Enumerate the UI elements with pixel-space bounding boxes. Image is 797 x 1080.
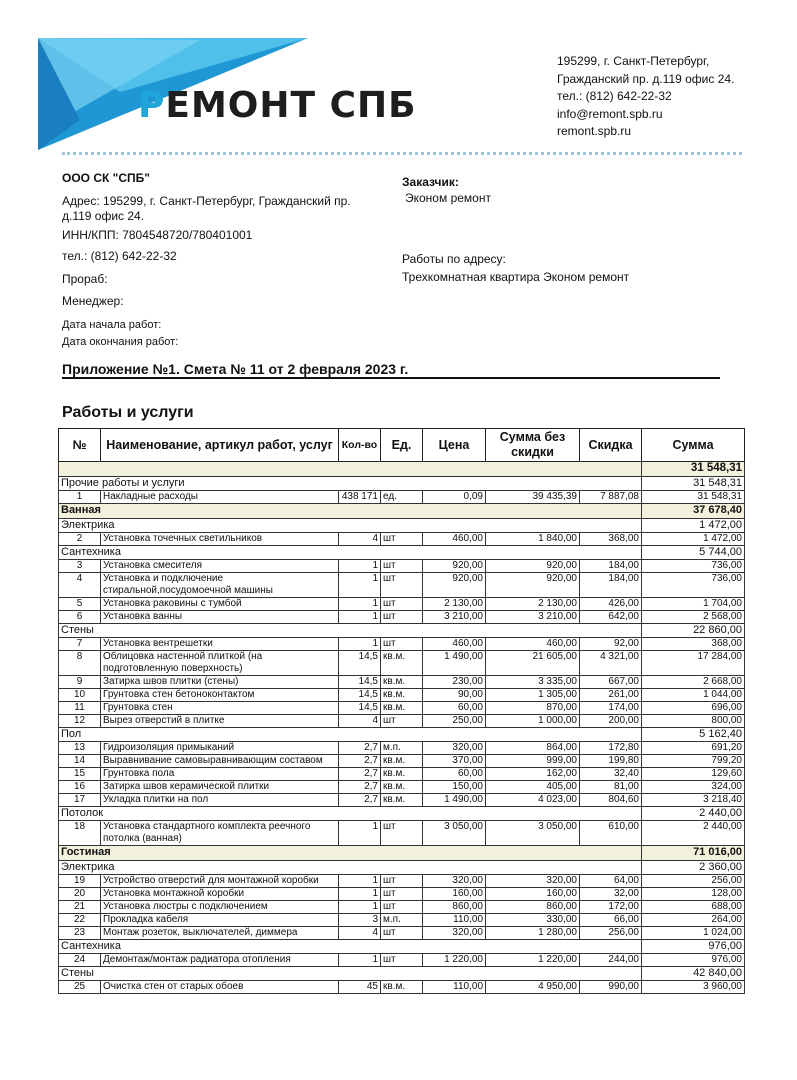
company-contacts — [557, 53, 734, 141]
cell-discount: 66,00 — [580, 914, 642, 927]
section-total: 22 860,00 — [642, 624, 745, 638]
cell-work-name: Очистка стен от старых обоев — [101, 981, 339, 994]
foreman-label: Прораб: — [62, 272, 108, 286]
col-header-sum: Сумма — [642, 429, 745, 462]
cell-unit: шт — [381, 954, 423, 967]
cell-discount: 32,00 — [580, 888, 642, 901]
cell-unit: кв.м. — [381, 689, 423, 702]
cell-unit: кв.м. — [381, 755, 423, 768]
cell-sum: 128,00 — [642, 888, 745, 901]
cell-row-number: 19 — [59, 875, 101, 888]
cell-unit: кв.м. — [381, 981, 423, 994]
cell-discount: 261,00 — [580, 689, 642, 702]
cell-price: 2 130,00 — [423, 598, 486, 611]
cell-quantity: 14,5 — [339, 702, 381, 715]
table-row — [59, 927, 745, 940]
cell-price: 160,00 — [423, 888, 486, 901]
cell-sum-no-discount: 2 130,00 — [486, 598, 580, 611]
work-address-label: Работы по адресу: — [402, 252, 506, 266]
cell-sum: 799,20 — [642, 755, 745, 768]
cell-row-number: 8 — [59, 651, 101, 676]
cell-sum-no-discount: 160,00 — [486, 888, 580, 901]
cell-work-name: Установка люстры с подключением — [101, 901, 339, 914]
cell-work-name: Установка вентрешетки — [101, 638, 339, 651]
cell-unit: шт — [381, 611, 423, 624]
cell-unit: шт — [381, 573, 423, 598]
cell-price: 60,00 — [423, 768, 486, 781]
section-name: Электрика — [59, 519, 642, 533]
cell-price: 250,00 — [423, 715, 486, 728]
cell-work-name: Установка монтажной коробки — [101, 888, 339, 901]
cell-sum-no-discount: 920,00 — [486, 560, 580, 573]
cell-discount: 199,80 — [580, 755, 642, 768]
cell-sum: 2 568,00 — [642, 611, 745, 624]
cell-row-number: 17 — [59, 794, 101, 807]
cell-discount: 184,00 — [580, 560, 642, 573]
cell-sum-no-discount: 999,00 — [486, 755, 580, 768]
table-row — [59, 676, 745, 689]
cell-discount: 368,00 — [580, 533, 642, 546]
section-name: Потолок — [59, 807, 642, 821]
cell-price: 60,00 — [423, 702, 486, 715]
contact-line: info@remont.spb.ru — [557, 106, 663, 121]
col-header-number: № — [59, 429, 101, 462]
cell-discount: 174,00 — [580, 702, 642, 715]
cell-unit: кв.м. — [381, 781, 423, 794]
section-title: Работы и услуги — [62, 404, 194, 421]
cell-quantity: 4 — [339, 715, 381, 728]
cell-row-number: 16 — [59, 781, 101, 794]
cell-discount: 610,00 — [580, 821, 642, 846]
category-row — [59, 519, 745, 533]
cell-sum: 264,00 — [642, 914, 745, 927]
cell-row-number: 14 — [59, 755, 101, 768]
cell-sum-no-discount: 3 210,00 — [486, 611, 580, 624]
cell-discount: 172,80 — [580, 742, 642, 755]
cell-work-name: Вырез отверстий в плитке — [101, 715, 339, 728]
cell-unit: шт — [381, 888, 423, 901]
section-name: Прочие работы и услуги — [59, 477, 642, 491]
cell-quantity: 1 — [339, 954, 381, 967]
cell-quantity: 1 — [339, 560, 381, 573]
cell-sum-no-discount: 162,00 — [486, 768, 580, 781]
cell-row-number: 24 — [59, 954, 101, 967]
cell-unit: кв.м. — [381, 794, 423, 807]
cell-row-number: 11 — [59, 702, 101, 715]
cell-unit: кв.м. — [381, 768, 423, 781]
cell-work-name: Грунтовка пола — [101, 768, 339, 781]
table-row — [59, 742, 745, 755]
cell-row-number: 21 — [59, 901, 101, 914]
cell-work-name: Установка стандартного комплекта реечного потолка (ванная) — [101, 821, 339, 846]
cell-sum-no-discount: 920,00 — [486, 573, 580, 598]
cell-row-number: 25 — [59, 981, 101, 994]
cell-sum-no-discount: 3 335,00 — [486, 676, 580, 689]
cell-work-name: Грунтовка стен — [101, 702, 339, 715]
cell-price: 320,00 — [423, 875, 486, 888]
cell-quantity: 2,7 — [339, 768, 381, 781]
section-total: 37 678,40 — [642, 504, 745, 519]
table-row — [59, 560, 745, 573]
cell-row-number: 5 — [59, 598, 101, 611]
cell-work-name: Затирка швов плитки (стены) — [101, 676, 339, 689]
cell-sum: 2 440,00 — [642, 821, 745, 846]
cell-sum: 1 472,00 — [642, 533, 745, 546]
cell-work-name: Гидроизоляция примыканий — [101, 742, 339, 755]
cell-quantity: 1 — [339, 821, 381, 846]
manager-label: Менеджер: — [62, 294, 124, 308]
table-row — [59, 768, 745, 781]
cell-quantity: 4 — [339, 927, 381, 940]
cell-quantity: 14,5 — [339, 676, 381, 689]
category-row — [59, 546, 745, 560]
cell-price: 0,09 — [423, 491, 486, 504]
cell-price: 3 050,00 — [423, 821, 486, 846]
cell-quantity: 1 — [339, 875, 381, 888]
cell-row-number: 9 — [59, 676, 101, 689]
cell-row-number: 22 — [59, 914, 101, 927]
cell-price: 110,00 — [423, 914, 486, 927]
table-row — [59, 573, 745, 598]
table-row — [59, 533, 745, 546]
cell-price: 320,00 — [423, 927, 486, 940]
section-total: 42 840,00 — [642, 967, 745, 981]
table-row — [59, 715, 745, 728]
cell-quantity: 1 — [339, 638, 381, 651]
category-row — [59, 624, 745, 638]
cell-quantity: 45 — [339, 981, 381, 994]
cell-work-name: Установка раковины с тумбой — [101, 598, 339, 611]
table-row — [59, 651, 745, 676]
company-phone: тел.: (812) 642-22-32 — [62, 249, 177, 263]
section-total: 5 162,40 — [642, 728, 745, 742]
cell-sum: 800,00 — [642, 715, 745, 728]
cell-row-number: 1 — [59, 491, 101, 504]
cell-discount: 642,00 — [580, 611, 642, 624]
cell-sum: 691,20 — [642, 742, 745, 755]
cell-unit: шт — [381, 638, 423, 651]
cell-work-name: Накладные расходы — [101, 491, 339, 504]
document-title: Приложение №1. Смета № 11 от 2 февраля 2023 г. — [62, 361, 409, 377]
cell-sum: 324,00 — [642, 781, 745, 794]
cell-row-number: 20 — [59, 888, 101, 901]
section-name: Электрика — [59, 861, 642, 875]
cell-unit: кв.м. — [381, 702, 423, 715]
section-total: 31 548,31 — [642, 462, 745, 477]
cell-discount: 184,00 — [580, 573, 642, 598]
cell-sum-no-discount: 3 050,00 — [486, 821, 580, 846]
cell-sum: 2 668,00 — [642, 676, 745, 689]
table-body — [59, 462, 745, 994]
cell-discount: 81,00 — [580, 781, 642, 794]
cell-unit: м.п. — [381, 914, 423, 927]
cell-unit: кв.м. — [381, 676, 423, 689]
cell-quantity: 1 — [339, 888, 381, 901]
cell-discount: 7 887,08 — [580, 491, 642, 504]
company-logo: РЕМОНТ СПБ — [138, 85, 417, 126]
cell-price: 860,00 — [423, 901, 486, 914]
cell-price: 1 490,00 — [423, 651, 486, 676]
cell-sum-no-discount: 1 305,00 — [486, 689, 580, 702]
cell-row-number: 10 — [59, 689, 101, 702]
section-name: Сантехника — [59, 940, 642, 954]
cell-unit: шт — [381, 875, 423, 888]
category-row — [59, 861, 745, 875]
cell-sum-no-discount: 320,00 — [486, 875, 580, 888]
section-name: Гостиная — [59, 846, 642, 861]
table-row — [59, 901, 745, 914]
cell-sum-no-discount: 21 605,00 — [486, 651, 580, 676]
section-total: 2 440,00 — [642, 807, 745, 821]
cell-sum: 3 960,00 — [642, 981, 745, 994]
cell-row-number: 13 — [59, 742, 101, 755]
cell-unit: шт — [381, 715, 423, 728]
contact-line: remont.spb.ru — [557, 124, 632, 138]
cell-unit: кв.м. — [381, 651, 423, 676]
cell-discount: 4 321,00 — [580, 651, 642, 676]
section-name: Сантехника — [59, 546, 642, 560]
cell-discount: 426,00 — [580, 598, 642, 611]
cell-row-number: 6 — [59, 611, 101, 624]
contact-line: Гражданский пр. д.119 офис 24. — [557, 71, 735, 86]
customer-name: Эконом ремонт — [405, 191, 491, 205]
section-name: Стены — [59, 624, 642, 638]
cell-work-name: Устройство отверстий для монтажной коробки — [101, 875, 339, 888]
cell-sum-no-discount: 4 950,00 — [486, 981, 580, 994]
col-header-price: Цена — [423, 429, 486, 462]
table-row — [59, 888, 745, 901]
cell-unit: шт — [381, 560, 423, 573]
col-header-qty: Кол-во — [339, 429, 381, 462]
cell-row-number: 2 — [59, 533, 101, 546]
cell-price: 1 220,00 — [423, 954, 486, 967]
section-total: 5 744,00 — [642, 546, 745, 560]
cell-price: 460,00 — [423, 533, 486, 546]
cell-price: 320,00 — [423, 742, 486, 755]
cell-sum-no-discount: 39 435,39 — [486, 491, 580, 504]
company-inn: ИНН/КПП: 7804548720/780401001 — [62, 228, 253, 242]
cell-sum: 256,00 — [642, 875, 745, 888]
table-row — [59, 781, 745, 794]
category-row — [59, 967, 745, 981]
cell-quantity: 1 — [339, 573, 381, 598]
end-date-label: Дата окончания работ: — [62, 336, 179, 348]
cell-discount: 804,60 — [580, 794, 642, 807]
cell-discount: 256,00 — [580, 927, 642, 940]
cell-discount: 667,00 — [580, 676, 642, 689]
cell-sum: 1 044,00 — [642, 689, 745, 702]
section-total: 976,00 — [642, 940, 745, 954]
table-row — [59, 638, 745, 651]
cell-unit: шт — [381, 927, 423, 940]
cell-work-name: Установка смесителя — [101, 560, 339, 573]
section-name — [59, 462, 642, 477]
cell-sum: 17 284,00 — [642, 651, 745, 676]
cell-work-name: Затирка швов керамической плитки — [101, 781, 339, 794]
cell-work-name: Прокладка кабеля — [101, 914, 339, 927]
cell-row-number: 3 — [59, 560, 101, 573]
section-total: 71 016,00 — [642, 846, 745, 861]
estimate-table — [58, 428, 745, 994]
cell-price: 230,00 — [423, 676, 486, 689]
table-row — [59, 875, 745, 888]
company-address: Адрес: 195299, г. Санкт-Петербург, Гражданский пр. д.119 офис 24. — [62, 194, 351, 223]
company-name: ООО СК "СПБ" — [62, 171, 150, 185]
cell-sum: 976,00 — [642, 954, 745, 967]
cell-quantity: 14,5 — [339, 689, 381, 702]
cell-quantity: 14,5 — [339, 651, 381, 676]
cell-sum-no-discount: 860,00 — [486, 901, 580, 914]
logo-graphic — [0, 0, 320, 160]
cell-sum-no-discount: 1 000,00 — [486, 715, 580, 728]
table-row — [59, 914, 745, 927]
cell-discount: 990,00 — [580, 981, 642, 994]
table-row — [59, 821, 745, 846]
grand-total-row — [59, 462, 745, 477]
cell-sum: 736,00 — [642, 560, 745, 573]
cell-sum: 688,00 — [642, 901, 745, 914]
section-name: Пол — [59, 728, 642, 742]
cell-discount: 200,00 — [580, 715, 642, 728]
title-underline — [62, 377, 720, 379]
col-header-unit: Ед. — [381, 429, 423, 462]
cell-sum-no-discount: 405,00 — [486, 781, 580, 794]
table-row — [59, 702, 745, 715]
cell-sum: 736,00 — [642, 573, 745, 598]
cell-discount: 64,00 — [580, 875, 642, 888]
col-header-name: Наименование, артикул работ, услуг — [101, 429, 339, 462]
cell-sum-no-discount: 330,00 — [486, 914, 580, 927]
cell-price: 460,00 — [423, 638, 486, 651]
cell-unit: ед. — [381, 491, 423, 504]
cell-sum: 1 704,00 — [642, 598, 745, 611]
cell-work-name: Облицовка настенной плиткой (на подготовленную поверхность) — [101, 651, 339, 676]
cell-quantity: 4 — [339, 533, 381, 546]
cell-price: 920,00 — [423, 560, 486, 573]
room-section-row — [59, 846, 745, 861]
cell-row-number: 12 — [59, 715, 101, 728]
table-row — [59, 794, 745, 807]
cell-sum-no-discount: 460,00 — [486, 638, 580, 651]
cell-quantity: 2,7 — [339, 781, 381, 794]
work-address: Трехкомнатная квартира Эконом ремонт — [402, 270, 630, 284]
cell-quantity: 3 — [339, 914, 381, 927]
cell-row-number: 18 — [59, 821, 101, 846]
category-row — [59, 477, 745, 491]
cell-work-name: Установка ванны — [101, 611, 339, 624]
cell-row-number: 4 — [59, 573, 101, 598]
cell-price: 920,00 — [423, 573, 486, 598]
cell-sum: 3 218,40 — [642, 794, 745, 807]
cell-unit: шт — [381, 821, 423, 846]
cell-sum: 1 024,00 — [642, 927, 745, 940]
cell-work-name: Монтаж розеток, выключателей, диммера — [101, 927, 339, 940]
cell-sum: 368,00 — [642, 638, 745, 651]
cell-unit: шт — [381, 598, 423, 611]
room-section-row — [59, 504, 745, 519]
section-name: Ванная — [59, 504, 642, 519]
cell-price: 90,00 — [423, 689, 486, 702]
cell-unit: шт — [381, 533, 423, 546]
cell-row-number: 15 — [59, 768, 101, 781]
cell-sum: 696,00 — [642, 702, 745, 715]
cell-work-name: Укладка плитки на пол — [101, 794, 339, 807]
table-row — [59, 981, 745, 994]
cell-discount: 172,00 — [580, 901, 642, 914]
cell-sum: 31 548,31 — [642, 491, 745, 504]
cell-work-name: Установка точечных светильников — [101, 533, 339, 546]
cell-sum-no-discount: 4 023,00 — [486, 794, 580, 807]
cell-unit: шт — [381, 901, 423, 914]
cell-row-number: 7 — [59, 638, 101, 651]
table-row — [59, 954, 745, 967]
cell-sum: 129,60 — [642, 768, 745, 781]
cell-sum-no-discount: 1 840,00 — [486, 533, 580, 546]
cell-row-number: 23 — [59, 927, 101, 940]
cell-quantity: 1 — [339, 598, 381, 611]
table-row — [59, 611, 745, 624]
category-row — [59, 807, 745, 821]
cell-work-name: Демонтаж/монтаж радиатора отопления — [101, 954, 339, 967]
section-total: 1 472,00 — [642, 519, 745, 533]
category-row — [59, 940, 745, 954]
cell-price: 150,00 — [423, 781, 486, 794]
contact-line: тел.: (812) 642-22-32 — [557, 89, 672, 103]
cell-sum-no-discount: 864,00 — [486, 742, 580, 755]
table-row — [59, 755, 745, 768]
cell-discount: 244,00 — [580, 954, 642, 967]
category-row — [59, 728, 745, 742]
cell-price: 370,00 — [423, 755, 486, 768]
table-row — [59, 491, 745, 504]
start-date-label: Дата начала работ: — [62, 319, 162, 331]
cell-sum-no-discount: 1 220,00 — [486, 954, 580, 967]
section-total: 31 548,31 — [642, 477, 745, 491]
header-divider — [62, 152, 742, 155]
cell-work-name: Установка и подключение стиральной,посудомоечной машины — [101, 573, 339, 598]
col-header-discount: Скидка — [580, 429, 642, 462]
cell-price: 3 210,00 — [423, 611, 486, 624]
col-header-sum-no-discount: Сумма без скидки — [486, 429, 580, 462]
section-total: 2 360,00 — [642, 861, 745, 875]
customer-label: Заказчик: — [402, 175, 459, 189]
cell-work-name: Выравнивание самовыравнивающим составом — [101, 755, 339, 768]
section-name: Стены — [59, 967, 642, 981]
table-row — [59, 598, 745, 611]
table-header-row — [59, 429, 745, 462]
cell-quantity: 1 — [339, 901, 381, 914]
cell-unit: м.п. — [381, 742, 423, 755]
table-row — [59, 689, 745, 702]
cell-sum-no-discount: 870,00 — [486, 702, 580, 715]
contact-line: 195299, г. Санкт-Петербург, — [557, 54, 710, 68]
cell-quantity: 2,7 — [339, 742, 381, 755]
cell-discount: 32,40 — [580, 768, 642, 781]
cell-discount: 92,00 — [580, 638, 642, 651]
cell-price: 1 490,00 — [423, 794, 486, 807]
cell-quantity: 2,7 — [339, 794, 381, 807]
cell-quantity: 438 171 — [339, 491, 381, 504]
cell-price: 110,00 — [423, 981, 486, 994]
cell-quantity: 1 — [339, 611, 381, 624]
cell-work-name: Грунтовка стен бетоноконтактом — [101, 689, 339, 702]
cell-sum-no-discount: 1 280,00 — [486, 927, 580, 940]
cell-quantity: 2,7 — [339, 755, 381, 768]
